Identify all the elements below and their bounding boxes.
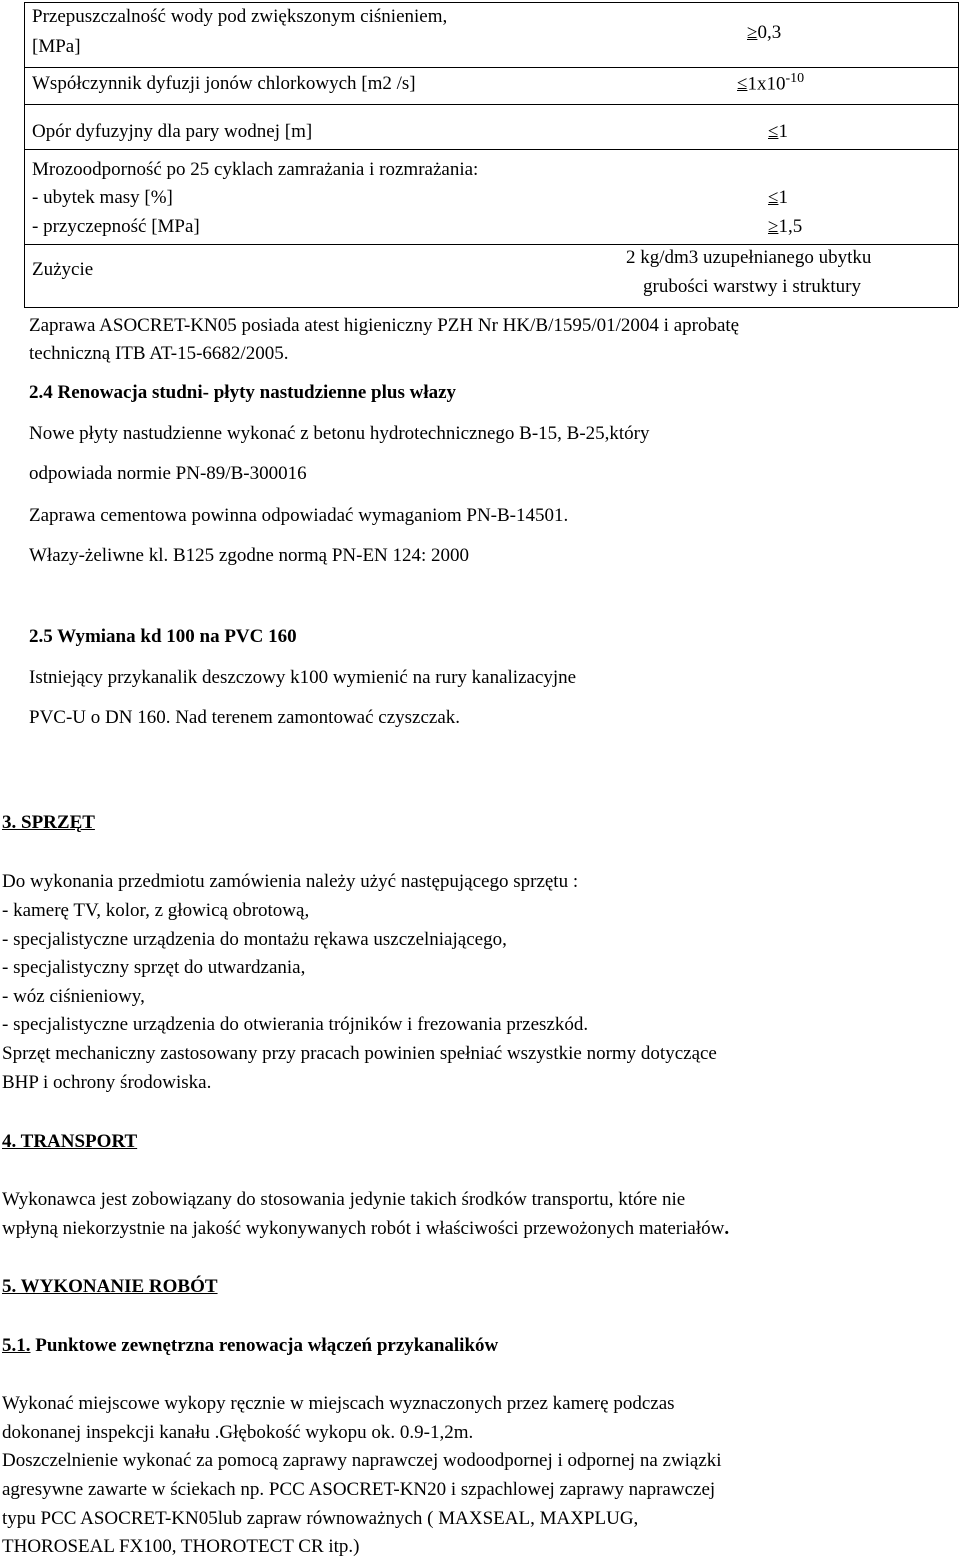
paragraph-line: Do wykonania przedmiotu zamówienia należy użyć następującego sprzętu : <box>2 871 579 892</box>
spec-label: - ubytek masy [%] <box>32 187 173 208</box>
paragraph-line: THOROSEAL FX100, THOROTECT CR itp.) <box>2 1536 360 1557</box>
paragraph-line: BHP i ochrony środowiska. <box>2 1072 212 1093</box>
spec-label: Opór dyfuzyjny dla pary wodnej [m] <box>32 121 313 142</box>
spec-label: Mrozoodporność po 25 cyklach zamrażania i rozmrażania: <box>32 159 479 180</box>
paragraph-line: agresywne zawarte w ściekach np. PCC ASOCRET-KN20 i szpachlowej zaprawy naprawczej <box>2 1479 716 1500</box>
list-item: - specjalistyczne urządzenia do otwierania trójników i frezowania przeszkód. <box>2 1014 589 1035</box>
spec-value: ≤ $1x10^{-10}$ <box>737 71 804 96</box>
spec-label: - przyczepność [MPa] <box>32 216 200 237</box>
paragraph-line: dokonanej inspekcji kanału .Głębokość wykopu ok. 0.9-1,2m. <box>2 1422 474 1443</box>
paragraph-line: Nowe płyty nastudzienne wykonać z betonu hydrotechnicznego B-15, B-25,który <box>29 423 650 444</box>
section-heading: 4. TRANSPORT <box>2 1131 138 1152</box>
spec-value: ≤ 1 <box>768 121 788 144</box>
table-border-right <box>958 2 959 307</box>
table-border-left <box>24 2 25 307</box>
paragraph-line: Istniejący przykanalik deszczowy k100 wymienić na rury kanalizacyjne <box>29 667 577 688</box>
paragraph-line: Doszczelnienie wykonać za pomocą zaprawy naprawczej wodoodpornej i odpornej na związki <box>2 1450 722 1471</box>
spec-value: ≥ 1,5 <box>768 216 802 239</box>
spec-label: Przepuszczalność wody pod zwiększonym ciśnieniem, <box>32 6 448 27</box>
spec-label: [MPa] <box>32 36 81 57</box>
paragraph-line: Wykonawca jest zobowiązany do stosowania jedynie takich środków transportu, które nie <box>2 1189 686 1210</box>
paragraph-line: typu PCC ASOCRET-KN05lub zapraw równoważnych ( MAXSEAL, MAXPLUG, <box>2 1508 639 1529</box>
paragraph-line: Sprzęt mechaniczny zastosowany przy pracach powinien spełniać wszystkie normy dotyczące <box>2 1043 717 1064</box>
paragraph-line: Zaprawa cementowa powinna odpowiadać wymaganiom PN-B-14501. <box>29 505 569 526</box>
list-item: - specjalistyczny sprzęt do utwardzania, <box>2 957 306 978</box>
table-row-divider <box>24 104 958 105</box>
list-item: - wóz ciśnieniowy, <box>2 986 145 1007</box>
section-heading: 5.1. Punktowe zewnętrzna renowacja włączeń przykanalików <box>2 1335 499 1356</box>
list-item: - kamerę TV, kolor, z głowicą obrotową, <box>2 900 310 921</box>
table-border-bottom <box>24 307 958 308</box>
section-heading: 2.4 Renowacja studni- płyty nastudzienne plus włazy <box>29 382 457 403</box>
section-heading: 5. WYKONANIE ROBÓT <box>2 1276 218 1297</box>
spec-label: Zużycie <box>32 259 94 280</box>
paragraph-line: Włazy-żeliwne kl. B125 zgodne normą PN-EN 124: 2000 <box>29 545 470 566</box>
spec-value: 2 kg/dm3 uzupełnianego ubytku <box>626 247 872 268</box>
table-border-top <box>24 2 958 3</box>
spec-value: ≥ 0,3 <box>747 22 781 45</box>
paragraph-line: wpłyną niekorzystnie na jakość wykonywanych robót i właściwości przewożonych materiałów. <box>2 1218 730 1239</box>
spec-label: Współczynnik dyfuzji jonów chlorkowych [m2 /s] <box>32 73 416 94</box>
section-heading: 3. SPRZĘT <box>2 812 95 833</box>
paragraph-line: odpowiada normie PN-89/B-300016 <box>29 463 307 484</box>
atest-text: techniczną ITB AT-15-6682/2005. <box>29 343 289 364</box>
paragraph-line: Wykonać miejscowe wykopy ręcznie w miejscach wyznaczonych przez kamerę podczas <box>2 1393 675 1414</box>
spec-value: grubości warstwy i struktury <box>643 276 861 297</box>
paragraph-line: PVC-U o DN 160. Nad terenem zamontować czyszczak. <box>29 707 461 728</box>
atest-text: Zaprawa ASOCRET-KN05 posiada atest higieniczny PZH Nr HK/B/1595/01/2004 i aprobatę <box>29 315 740 336</box>
section-heading: 2.5 Wymiana kd 100 na PVC 160 <box>29 626 297 647</box>
spec-value: ≤ 1 <box>768 187 788 210</box>
list-item: - specjalistyczne urządzenia do montażu rękawa uszczelniającego, <box>2 929 507 950</box>
table-row-divider <box>24 149 958 150</box>
table-row-divider <box>24 67 958 68</box>
table-row-divider <box>24 244 958 245</box>
